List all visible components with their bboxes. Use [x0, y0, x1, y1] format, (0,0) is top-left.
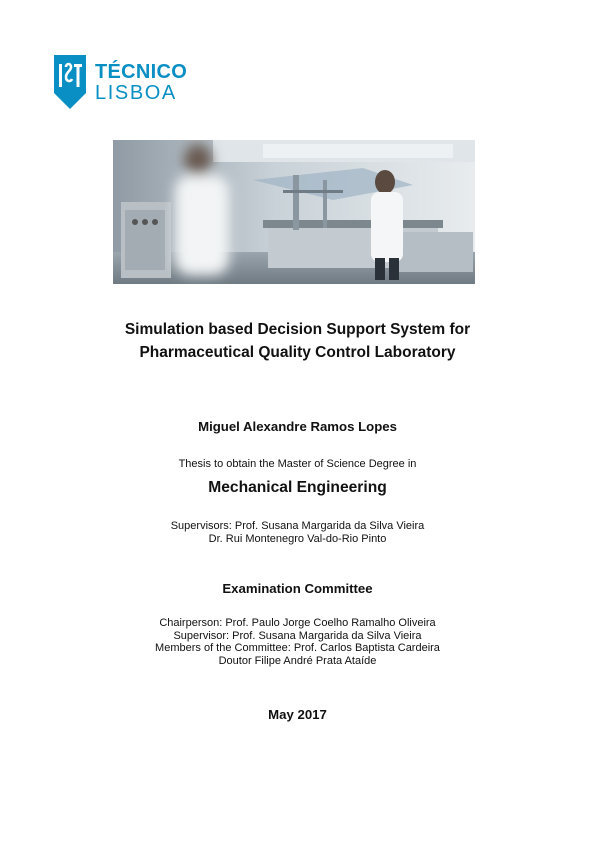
- author-name: Miguel Alexandre Ramos Lopes: [198, 419, 397, 434]
- thesis-title: [0, 318, 595, 364]
- thesis-title-line-2: Pharmaceutical Quality Control Laboratory: [139, 344, 456, 361]
- logo-text-lisboa: LISBOA: [95, 81, 177, 104]
- laboratory-photo: [113, 140, 475, 284]
- supervisors-line-2: Dr. Rui Montenegro Val-do-Rio Pinto: [208, 533, 387, 545]
- committee-chairperson: Chairperson: Prof. Paulo Jorge Coelho Ramalho Oliveira: [159, 617, 436, 629]
- submission-date: May 2017: [268, 707, 327, 722]
- thesis-purpose: Thesis to obtain the Master of Science Degree in: [178, 458, 417, 470]
- institution-logo: [54, 55, 187, 109]
- supervisors-line-1: Supervisors: Prof. Susana Margarida da Silva Vieira: [170, 520, 425, 532]
- committee-member-1: Members of the Committee: Prof. Carlos Baptista Cardeira: [155, 642, 440, 654]
- ist-shield-icon: [54, 55, 86, 109]
- logo-text-tecnico: TÉCNICO: [95, 60, 188, 83]
- committee-member-2: Doutor Filipe André Prata Ataíde: [218, 654, 377, 667]
- supervisors-block: [0, 520, 595, 546]
- committee-heading: Examination Committee: [222, 581, 373, 596]
- committee-members: [0, 617, 595, 667]
- thesis-title-line-1: Simulation based Decision Support System for: [124, 321, 471, 338]
- logo-wordmark: [95, 62, 187, 103]
- degree-name: Mechanical Engineering: [208, 479, 387, 496]
- committee-supervisor: Supervisor: Prof. Susana Margarida da Silva Vieira: [173, 629, 422, 642]
